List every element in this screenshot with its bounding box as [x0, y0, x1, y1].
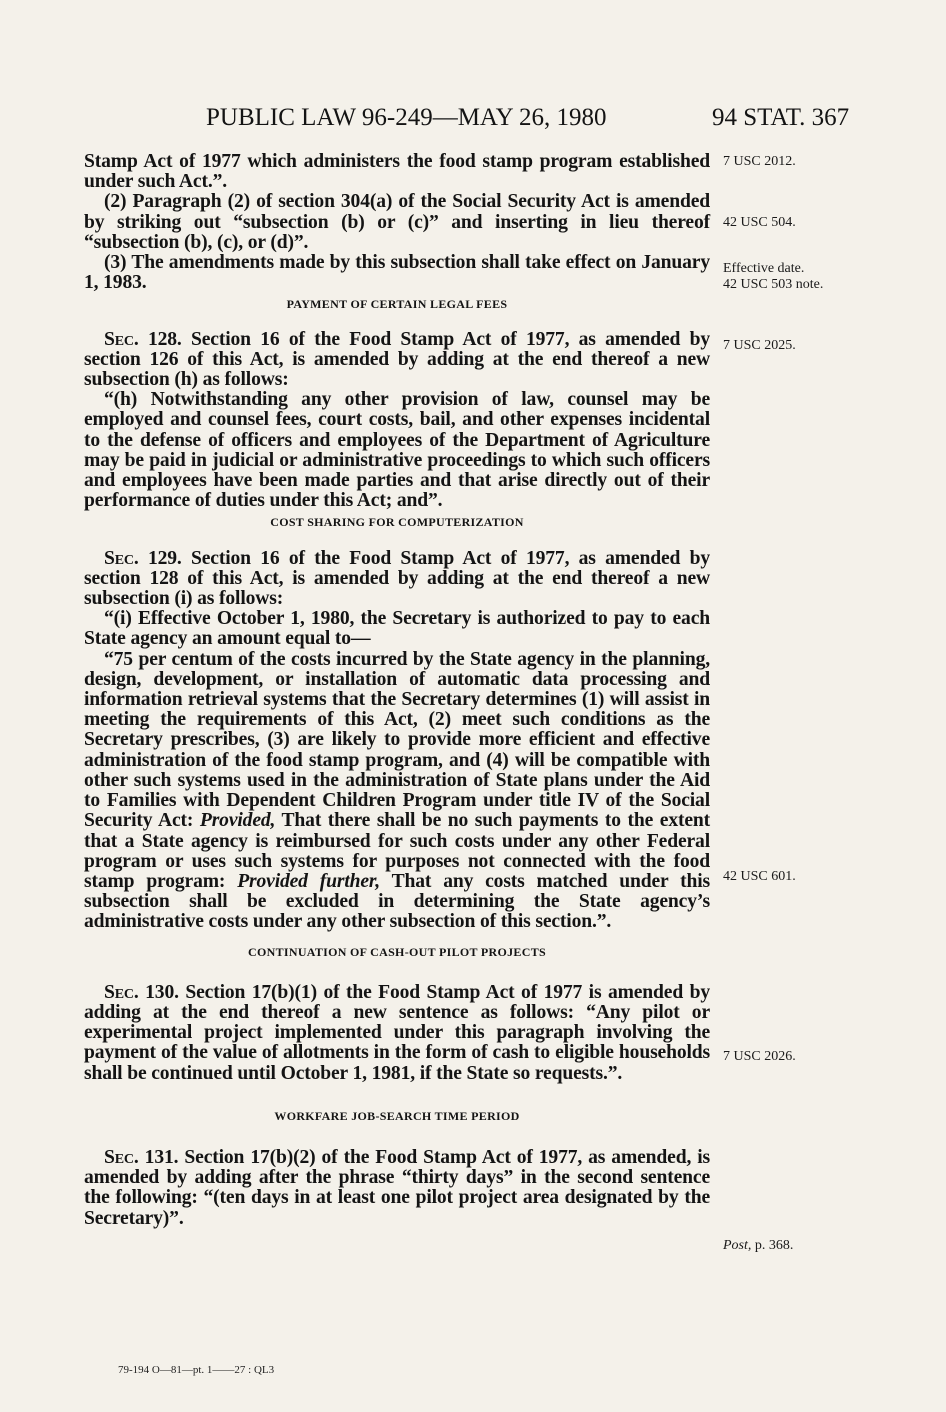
section-heading-cash-out: CONTINUATION OF CASH-OUT PILOT PROJECTS: [248, 944, 546, 959]
subsection-i: “(i) Effective October 1, 1980, the Secretary is authorized to pay to each State agency an amount equal to—: [84, 608, 710, 650]
margin-note-7-usc-2012: 7 USC 2012.: [723, 154, 796, 169]
section-130: [84, 983, 710, 1084]
margin-note-42-usc-601: 42 USC 601.: [723, 869, 796, 884]
section-heading-computerization: COST SHARING FOR COMPUTERIZATION: [270, 515, 524, 530]
section-128-text: 128. Section 16 of the Food Stamp Act of 1977, as amended by section 126 of this Act, is amended by adding at the end thereof a new subsection (h) as follows:: [84, 328, 710, 391]
paragraph-continuation: Stamp Act of 1977 which administers the food stamp program established under such Act.”.: [84, 151, 710, 193]
paragraph-2: (2) Paragraph (2) of section 304(a) of the Social Security Act is amended by striking out “subsection (b) or (c)” and inserting in lieu thereof “subsection (b), (c), or (d)”.: [84, 191, 710, 253]
margin-note-42-usc-504: 42 USC 504.: [723, 215, 796, 230]
section-heading-workfare: WORKFARE JOB-SEARCH TIME PERIOD: [274, 1108, 520, 1123]
section-label: Sec.: [104, 1146, 139, 1168]
margin-note-7-usc-2025: 7 USC 2025.: [723, 338, 796, 353]
text-run: That there shall be no such payments to the extent that a State agency is reimbursed for such costs under any other Federal program or uses such systems for purposes not connected with the food stamp program:: [84, 810, 711, 892]
section-label: Sec.: [104, 547, 139, 569]
section-label: Sec.: [104, 981, 139, 1003]
printing-footer: 79-194 O—81—pt. 1——27 : QL3: [118, 1364, 275, 1376]
text-run: “75 per centum of the costs incurred by the State agency in the planning, design, development, or installation of automatic data processing and information retrieval systems that the Secretary determines (1) will assist in meeting the requirements of this Act, (2) meet such conditions as the Secretary prescribes, (3) are likely to provide more efficient and effective administration of the food stamp program, and (4) will be compatible with other such systems used in the administration of State plans under the Aid to Families with Dependent Children Program under title IV of the Social Security Act:: [84, 648, 710, 832]
paragraph-75-per-centum: [84, 650, 710, 933]
section-131: [84, 1148, 710, 1229]
section-129-text: 129. Section 16 of the Food Stamp Act of 1977, as amended by section 128 of this Act, is amended by adding at the end thereof a new subsection (i) as follows:: [84, 547, 710, 610]
text-run: That any costs matched under this subsection shall be excluded in determining the State agency’s administrative costs under any other subsection of this section.”.: [84, 870, 711, 933]
page-title: PUBLIC LAW 96-249—MAY 26, 1980: [206, 104, 607, 131]
statute-page-number: 94 STAT. 367: [712, 104, 850, 131]
margin-note-effective-date: Effective date.: [723, 261, 805, 276]
paragraph-3: (3) The amendments made by this subsection shall take effect on January 1, 1983.: [84, 252, 710, 294]
margin-note-42-usc-503: 42 USC 503 note.: [723, 277, 824, 292]
body-text: [84, 152, 710, 1229]
margin-note-post: [723, 1238, 793, 1254]
margin-note-7-usc-2026: 7 USC 2026.: [723, 1049, 796, 1064]
subsection-h: “(h) Notwithstanding any other provision of law, counsel may be employed and counsel fees, court costs, bail, and other expenses incidental to the defense of officers and employees of the Department of Agriculture may be paid in judicial or administrative proceedings to which such officers and employees have been made parties and that arise directly out of their performance of duties under this Act; and”.: [84, 389, 710, 512]
section-label: Sec.: [104, 328, 139, 350]
section-130-text: 130. Section 17(b)(1) of the Food Stamp Act of 1977 is amended by adding at the end thereof a new sentence as follows: “Any pilot or experimental project implemented under this paragraph involving the payment of the value of allotments in the form of cash to eligible households shall be continued until October 1, 1981, if the State so requests.”.: [84, 981, 710, 1084]
section-heading-legal-fees: PAYMENT OF CERTAIN LEGAL FEES: [286, 297, 508, 312]
post-page: p. 368.: [751, 1238, 794, 1253]
section-131-text: 131. Section 17(b)(2) of the Food Stamp Act of 1977, as amended, is amended by adding after the phrase “thirty days” in the second sentence the following: “(ten days in at least one pilot project area designated by the Secretary)”.: [84, 1146, 710, 1229]
section-129: [84, 549, 710, 610]
provided-further-italic: Provided further,: [237, 870, 381, 892]
provided-italic: Provided,: [199, 810, 276, 832]
page-header: [0, 104, 946, 138]
section-128: [84, 330, 710, 391]
post-italic: Post,: [723, 1238, 752, 1253]
